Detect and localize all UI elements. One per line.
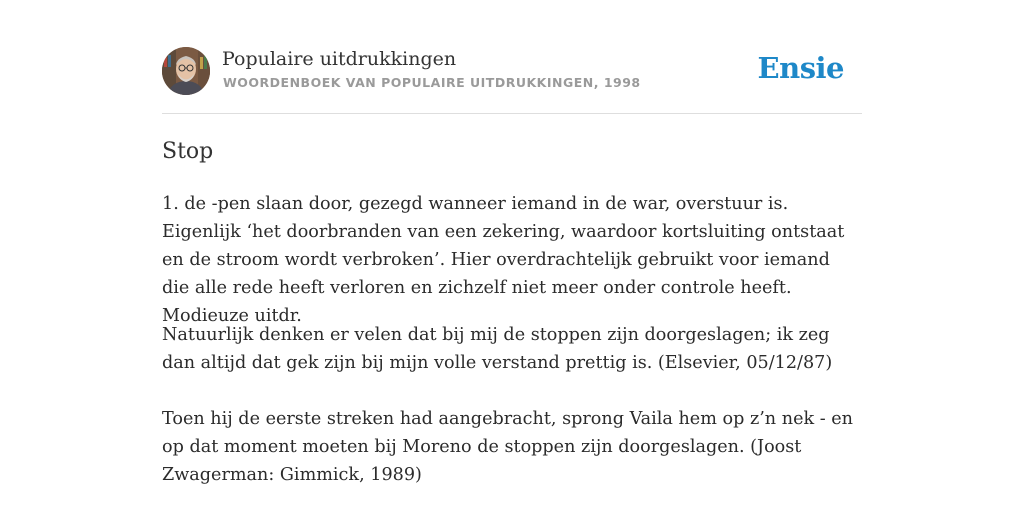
entry-card	[162, 0, 862, 485]
avatar-portrait-icon	[162, 47, 210, 95]
entry-example: Toen hij de eerste streken had aangebracht, sprong Vaila hem op z’n nek - en op dat moment moeten bij Moreno de stoppen zijn doorgeslagen. (Joost Zwagerman: Gimmick, 1989)	[162, 409, 854, 485]
entry-example: Natuurlijk denken er velen dat bij mij de stoppen zijn doorgeslagen; ik zeg dan altijd dat gek zijn bij mijn volle verstand prettig is. (Elsevier, 05/12/87)	[162, 325, 833, 373]
entry-term: Stop	[162, 139, 214, 164]
ensie-logo[interactable]: Ensie	[757, 51, 844, 85]
source-subtitle: WOORDENBOEK VAN POPULAIRE UITDRUKKINGEN, 1998	[223, 75, 641, 90]
source-title[interactable]: Populaire uitdrukkingen	[222, 48, 457, 70]
entry-definition: 1. de -pen slaan door, gezegd wanneer iemand in de war, overstuur is. Eigenlijk ‘het doorbranden van een zekering, waardoor kortsluiting ontstaat en de stroom wordt verbroken’. Hier overdrachtelijk gebruikt voor iemand die alle rede heeft verloren en zichzelf niet meer onder controle heeft. Modieuze uitdr.	[162, 194, 845, 326]
author-avatar[interactable]	[162, 47, 210, 95]
entry-header	[162, 0, 862, 114]
